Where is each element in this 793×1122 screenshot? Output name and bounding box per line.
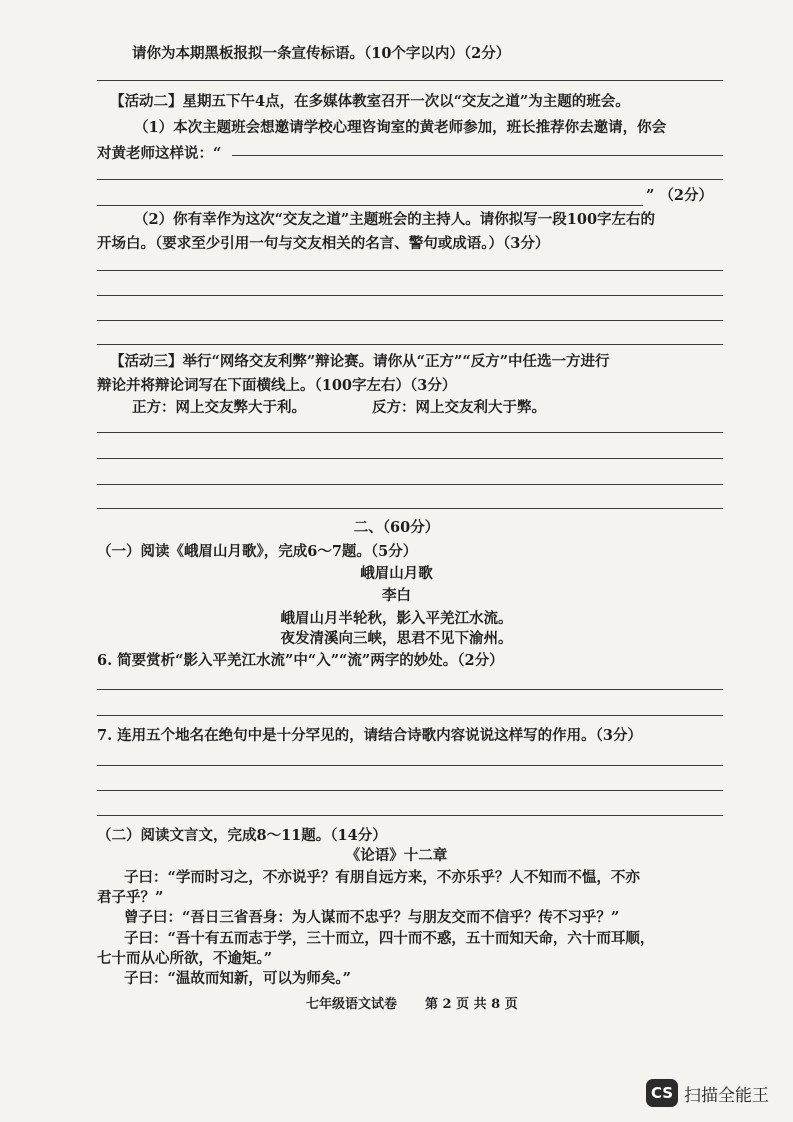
- activity-two-q1: （1）本次主题班会想邀请学校心理咨询室的黄老师参加，班长推荐你去邀请，你会: [134, 119, 667, 136]
- answer-line[interactable]: [97, 689, 723, 690]
- poem-title: 峨眉山月歌: [360, 565, 433, 582]
- answer-line[interactable]: [97, 320, 723, 321]
- analects-4: 子曰：“温故而知新，可以为师矣。”: [124, 970, 351, 987]
- pro-side: 正方：网上交友弊大于利。: [132, 399, 306, 416]
- answer-line[interactable]: [97, 270, 723, 271]
- poem-line-1: 峨眉山月半轮秋，影入平羌江水流。: [280, 610, 513, 627]
- activity-two-heading: 【活动二】星期五下午4点，在多媒体教室召开一次以“交友之道”为主题的班会。: [110, 93, 630, 110]
- answer-line[interactable]: [97, 790, 723, 791]
- activity-three-heading: 【活动三】举行“网络交友利弊”辩论赛。请你从“正方”“反方”中任选一方进行: [110, 353, 610, 370]
- answer-line[interactable]: [97, 344, 723, 345]
- analects-3-cont: 七十而从心所欲，不逾矩。”: [97, 950, 273, 967]
- question-7: 7. 连用五个地名在绝句中是十分罕见的，请结合诗歌内容说说这样写的作用。（3分）: [97, 727, 643, 744]
- activity-three-cont: 辩论并将辩论词写在下面横线上。（100字左右）（3分）: [97, 377, 457, 394]
- analects-1-cont: 君子乎？”: [97, 889, 164, 906]
- poem-author: 李白: [382, 587, 411, 604]
- poem-line-2: 夜发清溪向三峡，思君不见下渝州。: [280, 630, 513, 647]
- scanner-watermark: [646, 1076, 769, 1110]
- footer-title: 七年级语文试卷: [306, 997, 398, 1012]
- footer-page-number: 第 2 页 共 8 页: [425, 997, 518, 1012]
- answer-line[interactable]: [97, 432, 723, 433]
- analects-3: 子曰：“吾十有五而志于学，三十而立，四十而不惑，五十而知天命，六十而耳顺，: [124, 930, 655, 947]
- activity-two-q2: （2）你有幸作为这次“交友之道”主题班会的主持人。请你拟写一段100字左右的: [134, 211, 656, 228]
- answer-line[interactable]: [97, 815, 723, 816]
- analects-title: 《论语》十二章: [345, 847, 448, 864]
- camscanner-icon: CS: [646, 1079, 678, 1107]
- activity-two-q1-cont: 对黄老师这样说：“: [97, 145, 222, 162]
- reading-one-heading: （一）阅读《峨眉山月歌》，完成6～7题。（5分）: [97, 543, 418, 560]
- slogan-question: 请你为本期黑板报拟一条宣传标语。（10个字以内）（2分）: [132, 45, 511, 62]
- section-two-heading: 二、（60分）: [353, 519, 440, 536]
- analects-2: 曾子曰：“吾日三省吾身：为人谋而不忠乎？与朋友交而不信乎？传不习乎？”: [124, 909, 620, 926]
- answer-line[interactable]: [97, 715, 723, 716]
- answer-line[interactable]: [97, 484, 723, 485]
- watermark-text: 扫描全能王: [684, 1085, 769, 1106]
- answer-line[interactable]: [97, 205, 643, 206]
- con-side: 反方：网上交友利大于弊。: [372, 399, 546, 416]
- question-6: 6. 简要赏析“影入平羌江水流”中“入”“流”两字的妙处。（2分）: [97, 652, 504, 669]
- analects-1: 子曰：“学而时习之，不亦说乎？有朋自远方来，不亦乐乎？人不知而不愠，不亦: [124, 869, 640, 886]
- answer-line[interactable]: [97, 295, 723, 296]
- activity-two-q1-score: ” （2分）: [646, 187, 713, 204]
- answer-line[interactable]: [97, 765, 723, 766]
- activity-two-q2-cont: 开场白。（要求至少引用一句与交友相关的名言、警句或成语。）（3分）: [97, 235, 550, 252]
- answer-line[interactable]: [97, 508, 723, 509]
- answer-line[interactable]: [97, 458, 723, 459]
- answer-line[interactable]: [232, 155, 723, 156]
- reading-two-heading: （二）阅读文言文，完成8～11题。（14分）: [97, 827, 387, 844]
- answer-line[interactable]: [97, 80, 723, 81]
- answer-line[interactable]: [97, 179, 723, 180]
